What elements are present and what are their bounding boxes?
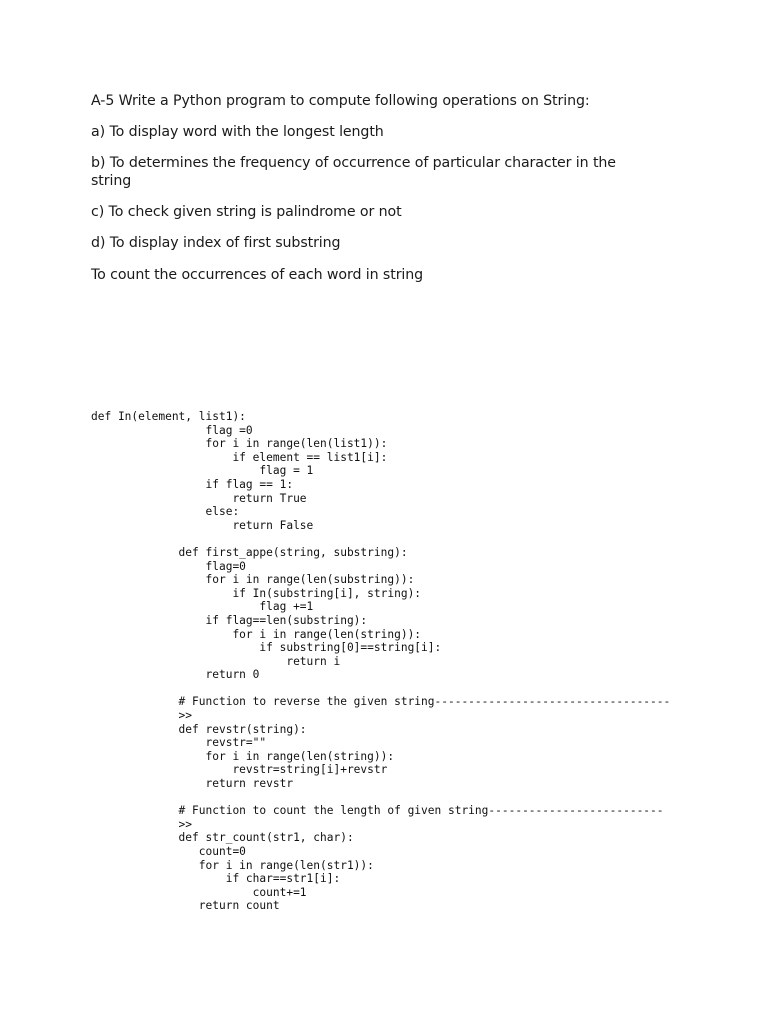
code-line: if element == list1[i]: bbox=[91, 450, 388, 464]
code-line: return count bbox=[91, 899, 280, 913]
code-line: flag +=1 bbox=[91, 600, 314, 614]
code-line: if In(substring[i], string): bbox=[91, 586, 422, 600]
code-line: # Function to count the length of given string-------------------------- bbox=[91, 804, 664, 818]
assignment-heading: A-5 Write a Python program to compute following operations on String: bbox=[91, 93, 590, 109]
item-b: b) To determines the frequency of occurrence of particular character in the string bbox=[91, 155, 616, 189]
code-line: else: bbox=[91, 505, 240, 519]
item-e: To count the occurrences of each word in string bbox=[91, 267, 424, 283]
code-line: if substring[0]==string[i]: bbox=[91, 641, 442, 655]
code-line: return revstr bbox=[91, 777, 294, 791]
code-line: flag =0 bbox=[91, 423, 253, 437]
code-line: count+=1 bbox=[91, 885, 307, 899]
code-line: for i in range(len(list1)): bbox=[91, 437, 388, 451]
item-d: d) To display index of first substring bbox=[91, 235, 341, 251]
code-line bbox=[91, 682, 670, 696]
code-line: return i bbox=[91, 654, 341, 668]
code-line: flag=0 bbox=[91, 559, 246, 573]
code-line: def first_appe(string, substring): bbox=[91, 545, 408, 559]
code-line bbox=[91, 532, 670, 546]
code-line: for i in range(len(string)): bbox=[91, 627, 422, 641]
code-block bbox=[91, 410, 670, 913]
code-line: # Function to reverse the given string----------------------------------- bbox=[91, 695, 671, 709]
code-line: def In(element, list1): bbox=[91, 410, 246, 423]
code-line: >> bbox=[91, 817, 193, 831]
code-line: def str_count(str1, char): bbox=[91, 831, 354, 845]
code-line: return False bbox=[91, 518, 314, 532]
code-line bbox=[91, 791, 670, 805]
code-line: if flag==len(substring): bbox=[91, 613, 368, 627]
code-line: revstr=string[i]+revstr bbox=[91, 763, 388, 777]
item-a: a) To display word with the longest length bbox=[91, 124, 384, 140]
code-line: revstr="" bbox=[91, 736, 267, 750]
code-line: return True bbox=[91, 491, 307, 505]
code-line: flag = 1 bbox=[91, 464, 314, 478]
code-line: def revstr(string): bbox=[91, 722, 307, 736]
code-line: if flag == 1: bbox=[91, 477, 294, 491]
code-line: return 0 bbox=[91, 668, 260, 682]
code-line: if char==str1[i]: bbox=[91, 872, 341, 886]
code-line: count=0 bbox=[91, 845, 246, 858]
code-line: >> bbox=[91, 709, 193, 723]
item-c: c) To check given string is palindrome or not bbox=[91, 204, 402, 220]
code-line: for i in range(len(substring)): bbox=[91, 573, 415, 587]
code-line: for i in range(len(string)): bbox=[91, 749, 395, 763]
code-line: for i in range(len(str1)): bbox=[91, 858, 374, 872]
